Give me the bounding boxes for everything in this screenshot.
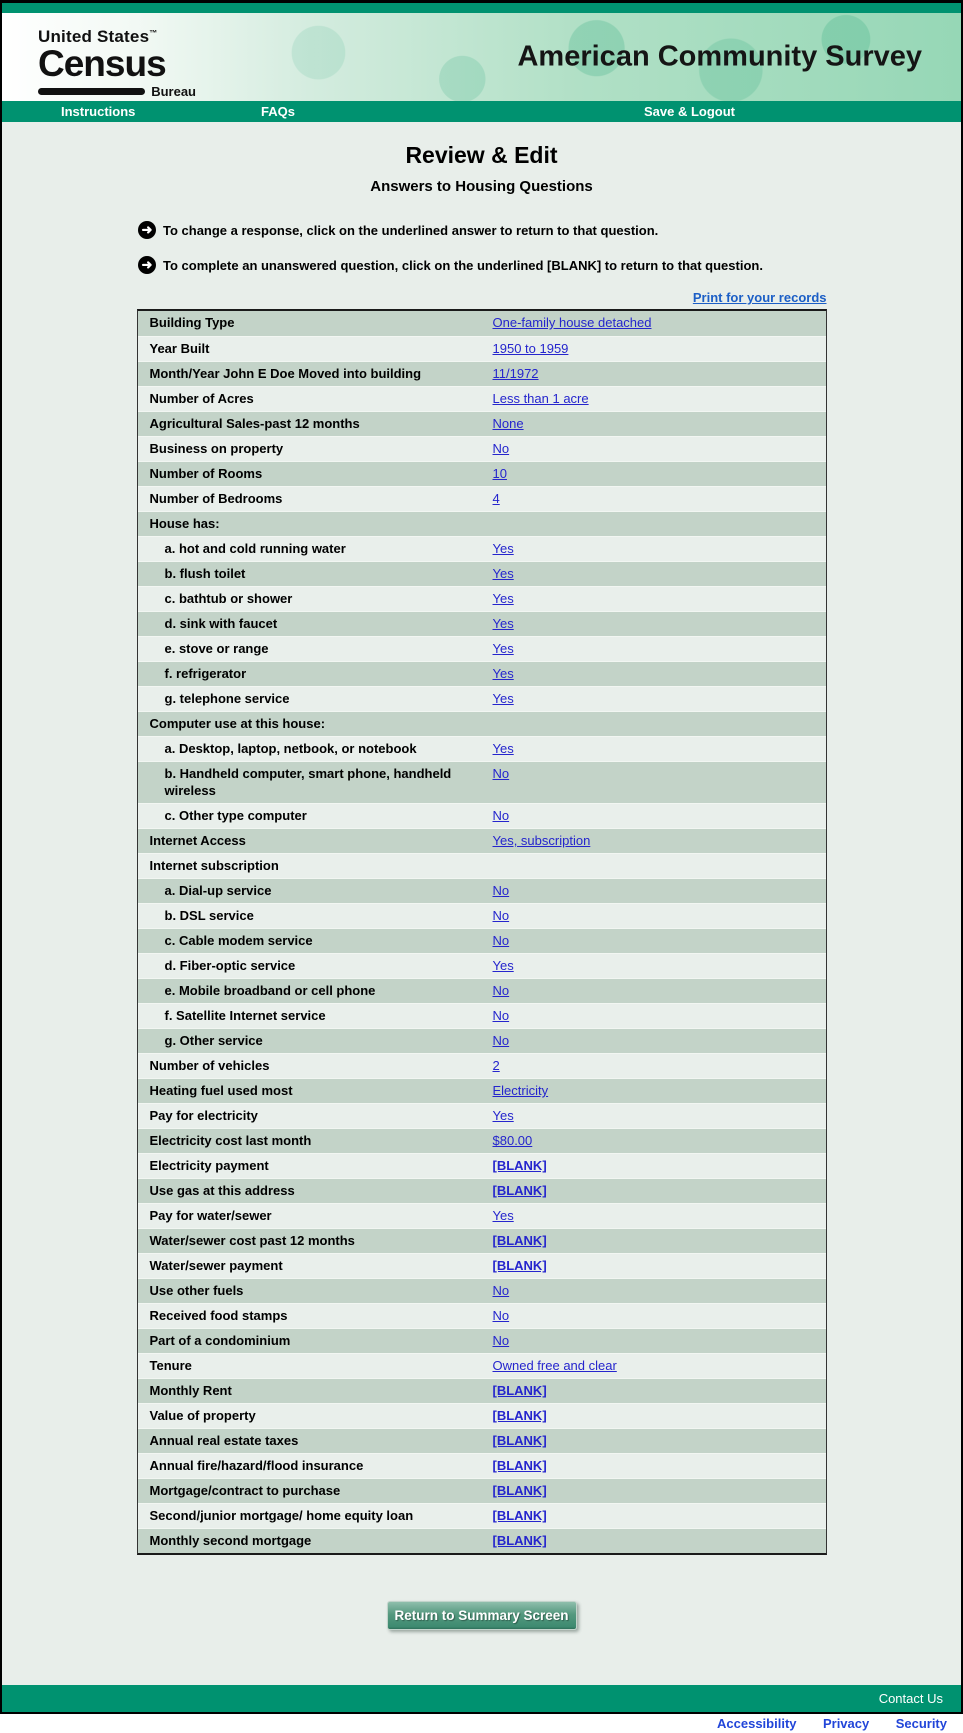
nav-instructions[interactable]: Instructions [61, 104, 136, 119]
table-row [138, 1428, 826, 1453]
answer-cell [493, 462, 826, 486]
table-row [138, 1378, 826, 1403]
answer-cell [493, 804, 826, 828]
table-row [138, 1453, 826, 1478]
answer-cell [493, 662, 826, 686]
privacy-link[interactable]: Privacy [822, 1716, 870, 1731]
question-label: Received food stamps [149, 1308, 288, 1323]
question-label: Pay for electricity [149, 1108, 258, 1123]
question-label: Use other fuels [149, 1283, 244, 1298]
question-label: f. Satellite Internet service [164, 1008, 326, 1023]
question-label: Electricity payment [149, 1158, 269, 1173]
table-row [138, 611, 826, 636]
answer-link[interactable]: No [492, 933, 510, 948]
answer-link[interactable]: No [492, 441, 510, 456]
question-label: e. stove or range [164, 641, 269, 656]
answer-cell [493, 437, 826, 461]
answer-link[interactable]: Yes [492, 1108, 514, 1123]
question-label: f. refrigerator [164, 666, 247, 681]
table-row [138, 461, 826, 486]
answer-cell [493, 1354, 826, 1378]
question-label: House has: [149, 516, 220, 531]
logo-line-census: Census [38, 43, 166, 84]
answer-cell [493, 712, 826, 736]
question-label: Monthly Rent [149, 1383, 232, 1398]
blank-answer-link[interactable]: [BLANK] [492, 1158, 547, 1173]
table-row [138, 1478, 826, 1503]
table-row [138, 1103, 826, 1128]
table-row [138, 736, 826, 761]
question-label: Year Built [149, 341, 210, 356]
answer-link[interactable]: No [492, 883, 510, 898]
answer-cell [493, 904, 826, 928]
return-to-summary-button[interactable]: Return to Summary Screen [387, 1601, 577, 1630]
answer-cell [493, 1004, 826, 1028]
answer-link[interactable]: 1950 to 1959 [492, 341, 569, 356]
table-row [138, 661, 826, 686]
answer-cell [493, 337, 826, 361]
page-content [2, 122, 961, 1685]
subfooter-links [0, 1714, 963, 1729]
census-bureau-logo [38, 27, 196, 99]
answer-cell [493, 1129, 826, 1153]
answer-cell [493, 1404, 826, 1428]
logo-line-bureau: Bureau [151, 84, 196, 99]
table-row [138, 853, 826, 878]
question-label: Tenure [149, 1358, 192, 1373]
answer-cell [493, 1379, 826, 1403]
answer-cell [493, 1054, 826, 1078]
instruction-complete-blank [138, 256, 961, 274]
question-label: Business on property [149, 441, 284, 456]
answer-cell [493, 1079, 826, 1103]
logo-bar [38, 88, 145, 95]
answer-link[interactable]: No [492, 808, 510, 823]
question-label: e. Mobile broadband or cell phone [164, 983, 376, 998]
table-row [138, 1303, 826, 1328]
footer-bar [2, 1685, 961, 1712]
answer-link[interactable]: Yes [492, 591, 514, 606]
contact-us-link[interactable]: Contact Us [878, 1691, 943, 1706]
answer-link[interactable]: Yes [492, 616, 514, 631]
answer-link[interactable]: None [492, 416, 524, 431]
table-row [138, 1203, 826, 1228]
table-row [138, 486, 826, 511]
trademark-symbol: ™ [149, 28, 158, 38]
question-label: Pay for water/sewer [149, 1208, 272, 1223]
answer-link[interactable]: Yes [492, 566, 514, 581]
answer-link[interactable]: Less than 1 acre [492, 391, 589, 406]
table-row [138, 1028, 826, 1053]
question-label: Monthly second mortgage [149, 1533, 312, 1548]
main-navbar [2, 101, 961, 122]
table-row [138, 586, 826, 611]
table-row [138, 978, 826, 1003]
answer-link[interactable]: Yes [492, 741, 514, 756]
question-label: Part of a condominium [149, 1333, 291, 1348]
answer-link[interactable]: No [492, 1283, 510, 1298]
question-label: c. Cable modem service [164, 933, 313, 948]
table-row [138, 803, 826, 828]
question-label: b. Handheld computer, smart phone, handheld wireless [164, 766, 452, 798]
table-row [138, 1278, 826, 1303]
question-label: Mortgage/contract to purchase [149, 1483, 341, 1498]
question-label: g. Other service [164, 1033, 263, 1048]
answer-cell [493, 737, 826, 761]
answer-cell [493, 1429, 826, 1453]
question-label: Use gas at this address [149, 1183, 295, 1198]
answer-cell [493, 562, 826, 586]
logo-line-united-states: United States™ [38, 27, 158, 46]
table-row [138, 336, 826, 361]
answer-link[interactable]: Yes, subscription [492, 833, 591, 848]
question-label: Water/sewer cost past 12 months [149, 1233, 355, 1248]
table-row [138, 1403, 826, 1428]
question-label: Number of vehicles [149, 1058, 270, 1073]
answer-cell [493, 1104, 826, 1128]
blank-answer-link[interactable]: [BLANK] [492, 1483, 547, 1498]
answer-cell [493, 587, 826, 611]
answer-cell [493, 687, 826, 711]
answer-cell [493, 412, 826, 436]
answer-cell [493, 762, 826, 803]
answer-cell [493, 979, 826, 1003]
answer-cell [493, 854, 826, 878]
answer-link[interactable]: No [492, 983, 510, 998]
question-label: Annual real estate taxes [149, 1433, 299, 1448]
question-label: g. telephone service [164, 691, 290, 706]
table-row [138, 411, 826, 436]
instruction-change-response [138, 221, 961, 239]
question-label: b. DSL service [164, 908, 254, 923]
page-title: Review & Edit [405, 142, 558, 168]
question-label: b. flush toilet [164, 566, 246, 581]
blank-answer-link[interactable]: [BLANK] [492, 1258, 547, 1273]
question-label: Second/junior mortgage/ home equity loan [149, 1508, 414, 1523]
table-row [138, 536, 826, 561]
answer-link[interactable]: Yes [492, 641, 514, 656]
answer-cell [493, 1304, 826, 1328]
answer-link[interactable]: Yes [492, 1208, 514, 1223]
question-label: Annual fire/hazard/flood insurance [149, 1458, 364, 1473]
question-label: a. Dial-up service [164, 883, 272, 898]
answer-cell [493, 512, 826, 536]
blank-answer-link[interactable]: [BLANK] [492, 1458, 547, 1473]
answer-link[interactable]: 4 [492, 491, 500, 506]
blank-answer-link[interactable]: [BLANK] [492, 1383, 547, 1398]
answer-link[interactable]: 11/1972 [492, 366, 539, 381]
question-label: c. Other type computer [164, 808, 307, 823]
table-row [138, 361, 826, 386]
question-label: Value of property [149, 1408, 256, 1423]
table-row [138, 1353, 826, 1378]
answer-cell [493, 537, 826, 561]
arrow-right-icon: ➜ [138, 256, 156, 274]
table-row [138, 1003, 826, 1028]
answer-cell [493, 311, 826, 336]
security-link[interactable]: Security [895, 1716, 947, 1731]
table-row [138, 1503, 826, 1528]
answer-link[interactable]: Owned free and clear [492, 1358, 617, 1373]
question-label: Water/sewer payment [149, 1258, 283, 1273]
instruction-text: To complete an unanswered question, click on the underlined [BLANK] to return to that question. [163, 257, 763, 273]
blank-answer-link[interactable]: [BLANK] [492, 1433, 547, 1448]
answer-link[interactable]: No [492, 1033, 510, 1048]
question-label: Number of Bedrooms [149, 491, 283, 506]
print-records-link[interactable]: Print for your records [692, 290, 827, 305]
table-row [138, 1328, 826, 1353]
question-label: d. Fiber-optic service [164, 958, 296, 973]
table-row [138, 561, 826, 586]
table-row [138, 711, 826, 736]
table-row [138, 828, 826, 853]
answer-cell [493, 1504, 826, 1528]
answer-link[interactable]: $80.00 [492, 1133, 533, 1148]
answer-link[interactable]: No [492, 1333, 510, 1348]
question-label: Month/Year John E Doe Moved into building [149, 366, 422, 381]
blank-answer-link[interactable]: [BLANK] [492, 1508, 547, 1523]
nav-save-logout[interactable]: Save & Logout [644, 104, 736, 119]
nav-faqs[interactable]: FAQs [261, 104, 295, 119]
answer-cell [493, 1329, 826, 1353]
question-label: Internet subscription [149, 858, 279, 873]
answer-link[interactable]: No [492, 766, 510, 781]
table-row [138, 903, 826, 928]
blank-answer-link[interactable]: [BLANK] [492, 1533, 547, 1548]
answer-cell [493, 1029, 826, 1053]
app-title: American Community Survey [517, 40, 922, 73]
arrow-right-icon: ➜ [138, 221, 156, 239]
table-row [138, 1053, 826, 1078]
question-label: Number of Acres [149, 391, 254, 406]
question-label: Number of Rooms [149, 466, 263, 481]
table-row [138, 953, 826, 978]
table-row [138, 686, 826, 711]
answer-cell [493, 1529, 826, 1553]
answer-link[interactable]: No [492, 1308, 510, 1323]
table-row [138, 1253, 826, 1278]
question-label: Electricity cost last month [149, 1133, 312, 1148]
page-subtitle: Answers to Housing Questions [370, 178, 593, 195]
answer-cell [493, 362, 826, 386]
answer-link[interactable]: Yes [492, 691, 514, 706]
question-label: Building Type [149, 315, 235, 330]
question-label: a. Desktop, laptop, netbook, or notebook [164, 741, 417, 756]
answer-cell [493, 637, 826, 661]
table-row [138, 436, 826, 461]
header-banner [2, 13, 961, 101]
blank-answer-link[interactable]: [BLANK] [492, 1233, 547, 1248]
blank-answer-link[interactable]: [BLANK] [492, 1408, 547, 1423]
answer-cell [493, 954, 826, 978]
answer-cell [493, 1229, 826, 1253]
question-label: Internet Access [149, 833, 246, 848]
housing-answers-table [137, 309, 827, 1555]
answer-cell [493, 1204, 826, 1228]
table-row [138, 1153, 826, 1178]
answer-link[interactable]: Yes [492, 541, 514, 556]
question-label: d. sink with faucet [164, 616, 278, 631]
answer-cell [493, 1254, 826, 1278]
answer-cell [493, 929, 826, 953]
question-label: Agricultural Sales-past 12 months [149, 416, 360, 431]
answer-link[interactable]: Electricity [492, 1083, 549, 1098]
table-row [138, 1178, 826, 1203]
question-label: c. bathtub or shower [164, 591, 293, 606]
answer-link[interactable]: Yes [492, 958, 514, 973]
answer-link[interactable]: One-family house detached [492, 315, 652, 330]
answer-cell [493, 387, 826, 411]
answer-link[interactable]: No [492, 1008, 510, 1023]
table-row [138, 878, 826, 903]
table-row [138, 1528, 826, 1553]
table-row [138, 1228, 826, 1253]
answer-link[interactable]: No [492, 908, 510, 923]
answer-link[interactable]: Yes [492, 666, 514, 681]
question-label: Heating fuel used most [149, 1083, 293, 1098]
blank-answer-link[interactable]: [BLANK] [492, 1183, 547, 1198]
table-row [138, 1128, 826, 1153]
answer-cell [493, 1479, 826, 1503]
table-row [138, 511, 826, 536]
table-row [138, 1078, 826, 1103]
table-row [138, 311, 826, 336]
answer-cell [493, 879, 826, 903]
answer-cell [493, 1154, 826, 1178]
accessibility-link[interactable]: Accessibility [717, 1716, 797, 1731]
top-green-strip [2, 3, 961, 13]
answer-cell [493, 1179, 826, 1203]
answer-cell [493, 1279, 826, 1303]
question-label: a. hot and cold running water [164, 541, 346, 556]
answer-cell [493, 612, 826, 636]
answer-cell [493, 1454, 826, 1478]
table-row [138, 928, 826, 953]
answer-cell [493, 829, 826, 853]
question-label: Computer use at this house: [149, 716, 326, 731]
answer-cell [493, 487, 826, 511]
table-row [138, 636, 826, 661]
instruction-text: To change a response, click on the underlined answer to return to that question. [163, 222, 659, 238]
table-row [138, 761, 826, 803]
answer-link[interactable]: 10 [492, 466, 507, 481]
answer-link[interactable]: 2 [492, 1058, 500, 1073]
table-row [138, 386, 826, 411]
